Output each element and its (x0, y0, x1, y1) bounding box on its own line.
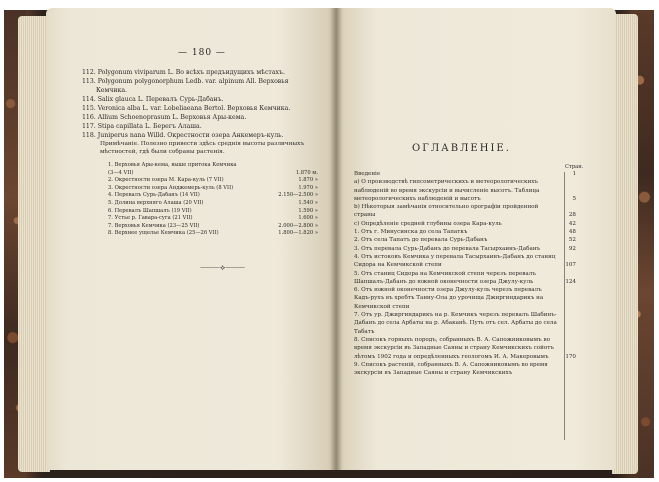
ornament-divider: ⸻⟡⸻ (200, 263, 246, 272)
table-of-contents (354, 170, 576, 377)
page-number: — 180 — (178, 48, 226, 58)
list-item: 113. Polygonum polygonorphum Ledb. var. alpinum All. Верховья Кемчика. (82, 78, 289, 94)
toc-entry: 8. Списокъ горныхъ породъ, собранныхъ В. А. Сапожниковымъ во время экскурсіи въ Западные Саяны и страну Кемчикскихъ сойотъ лѣтомъ 1902 года и опредѣленныхъ геологомъ И. А. Макеровымъ 170 (354, 336, 576, 360)
toc-entry: 4. Отъ истоковъ Кемчика у перевала Тасырхаинъ-Дабанъ до станиц Сидора на Кемчикской степи 107 (354, 253, 576, 269)
table-row: 5. Долина верхняго Алаша (20 VII) 1.540 » (108, 199, 318, 206)
list-item: 117. Stipa capillata L. Берегъ Алаша. (82, 123, 202, 130)
list-item: 114. Salix glauca L. Перевалъ Сурь-Дабанъ. (82, 96, 224, 103)
toc-entry: 5. Отъ станиц Сидора на Кемчикской степи черезъ перевалъ Шапшалъ-Дабанъ до южной оконечности озера Джулу-куль 124 (354, 270, 576, 285)
page-column-header: Стран. (565, 164, 584, 170)
toc-entry: 2. Отъ села Тапатъ до перевала Сурь-Дабанъ 52 (354, 237, 576, 244)
toc-entry: а) О производствѣ гипсометрическихъ и метеорологическихъ наблюденій во время экскурсіи и вычисленіе высотъ. Таблица метеорологическихъ наблюденій и высотъ 5 (354, 179, 576, 202)
toc-entry: 1. Отъ г. Минусинска до села Тапаткъ 48 (354, 229, 576, 236)
plant-list (82, 68, 318, 140)
table-row: 6. Перевалъ Шапшалъ (19 VII) 1.590 » (108, 207, 318, 214)
book-gutter (330, 8, 342, 470)
list-item: 116. Allium Schoenoprasum L. Верховья Ары-кема. (82, 114, 247, 121)
list-item: 118. Juniperus nana Willd. Окрестности озера Анкемеръ-куль. (82, 132, 284, 139)
table-row: 7. Верховья Кемчика (23—25 VII) 2.000—2.800 » (108, 222, 318, 229)
toc-entry: 6. Отъ южной оконечности озера Джулу-куль черезъ перевалъ Кадъ-рухъ въ хребтъ Танну-Ола до урочища Джиргиндарикъ на Кемчикской степи (354, 287, 544, 310)
table-row: (3—4 VII) 1.870 м. (108, 169, 318, 176)
toc-entry: 7. Отъ ур. Джиргиндарикъ на р. Кемчикъ черезъ перевалъ Шабинъ-Дабанъ до села Арбаты на р. Абаканѣ. Путь отъ сел. Арбаты до села Табатъ (354, 312, 557, 335)
toc-entry: c) Опредѣленіе средней глубины озера Кара-куль 42 (354, 220, 576, 227)
table-row: 1. Верховья Ары-кема, выше притока Кемчика (108, 162, 237, 168)
toc-entry: 9. Списокъ растеній, собранныхъ В. А. Сапожниковымъ во время экскурсіи въ Западные Саяны и страну Кемчикскихъ (354, 361, 548, 377)
toc-entry: Введеніе 1 (354, 171, 576, 177)
toc-entry: b) Нѣкоторыя замѣчанія относительно орографіи пройденной страны 28 (354, 204, 576, 219)
note-paragraph: Примѣчаніе. Полезно привести здѣсь среднія высоты различныхъ мѣстностей, гдѣ были собраны растенія. (100, 141, 305, 155)
heights-table (108, 162, 318, 238)
table-row: 7. Устье р. Гавара-суга (21 VII) 1.600 » (108, 215, 318, 222)
page-title: ОГЛАВЛЕНІЕ. (412, 143, 511, 154)
table-row: 8. Верхнее ущелье Кемчика (25—26 VII) 1.800—1.820 » (108, 230, 318, 237)
table-row: 2. Окрестности озера М. Кара-куль (7 VII) 1.870 » (108, 177, 318, 184)
list-item: 115. Veronica alba L. var. Lobeliaeana Bertol. Верховья Кемчика. (82, 105, 291, 112)
table-row: 3. Окрестности озера Анджемерь-куль (8 VII) 1.970 » (108, 184, 318, 191)
toc-entry: 3. Отъ перевала Сурь-Дабанъ до перевала Тасырхаинъ-Дабанъ 92 (354, 245, 576, 252)
table-row: 4. Перевалъ Сурь-Дабанъ (14 VII) 2.150—2.500 » (108, 192, 318, 199)
list-item: 112. Polygonum viviparum L. Во всѣхъ предъидущихъ мѣстахъ. (82, 69, 285, 76)
